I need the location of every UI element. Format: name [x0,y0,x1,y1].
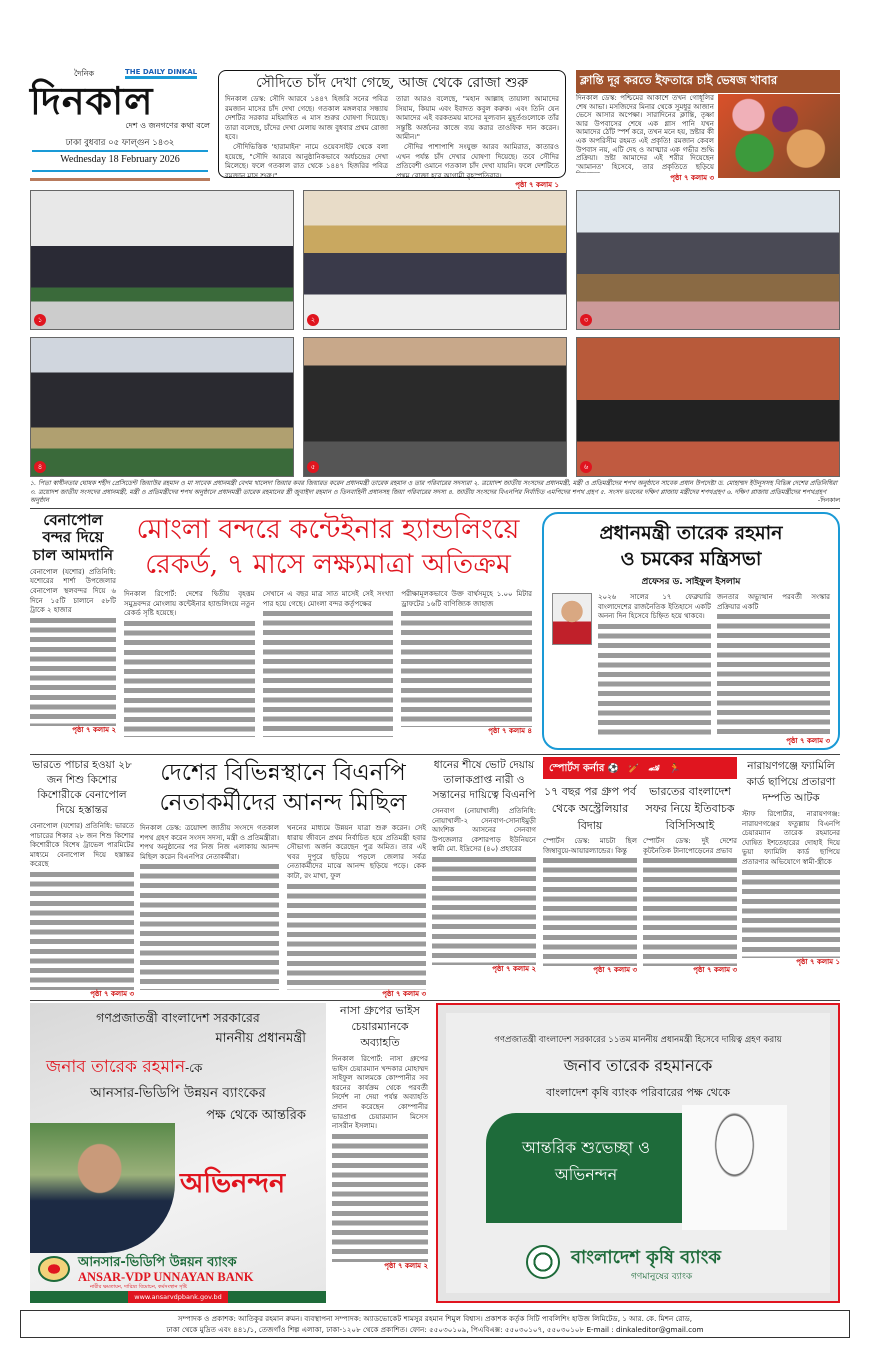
author-photo [552,593,592,645]
opinion-body: জনতার অভ্যুত্থান পরবর্তী সংস্কার প্রক্রিয়ার একটি [717,593,830,611]
lead-body: তারা আরও বলেছে, "মহান আল্লাহ তায়ালা আমাদের সিয়াম, কিয়াম এবং ইবাদত কবুল করুক। এবং তিনি যেন আমাদের এই বরকতময় মাসের মূল্যবান মুহূর্তগুলোকে তাঁর সন্তুষ্টি অর্জনের কাজে ব্যয় করার তাওফিক দান করেন। আমীন।" [396,95,559,142]
ad-greeting: অভিনন্দন [180,1168,286,1199]
jump-link[interactable]: পৃষ্ঠা ৭ কলাম ৩ [90,989,134,998]
masthead-english-name: THE DAILY DINKAL [125,68,197,79]
lead-body: সৌদির পাশাপাশি সংযুক্ত আরব আমিরাত, কাতারও এখন পর্যন্ত চাঁদ দেখার ঘোষণা দিয়েছে। তবে সৌদির প্রতিবেশী ওমানে গতকাল চাঁদ দেখা যায়নি। ফলে দেশটিতে প্রথম রোজা হবে আগামী বৃহস্পতিবার। [396,143,559,180]
benapole-rice-story [30,512,116,750]
mongla-headline: মোংলা বন্দরে কন্টেইনার হ্যান্ডলিংয়ে রেকর্ড, ৭ মাসে লক্ষ্যমাত্রা অতিক্রম [136,514,520,580]
iftar-juice-photo [718,94,840,178]
opinion-author: প্রফেসর ড. সাইফুল ইসলাম [641,577,741,587]
story-body: বেনাপোল (যশোর) প্রতিনিধি: যশোরের শার্শা উপজেলার বেনাপোল স্থলবন্দর দিয়ে ৬ দিনে ১৫টি চালানে ৫৮টি ট্রাকে ২ হাজার [30,567,116,615]
story-headline: নারায়ণগঞ্জে ফ্যামিলি কার্ড ছাপিয়ে প্রতারণা দম্পতি আটক [746,760,836,804]
iftar-body: দিনকাল ডেস্ক: পশ্চিমের আকাশে তখন গোধূলির শেষ আভা। মসজিদের মিনার থেকে সুমধুর আজান ভেসে আসার অপেক্ষা। সারাদিনের ক্লান্তি, তৃষ্ণা আর উপবাসের শেষে এক গ্লাস পানি যখন আমাদের ঠোঁট স্পর্শ করে, তখন মনে হয়, স্রষ্টার কী এক অপরিসীম রহমত এই প্রকৃতি! রমজান কেবল উপবাস নয়, এটি দেহ ও আত্মার এক গভীর শুদ্ধি প্রক্রিয়া। স্রষ্টা আমাদের এই শরীর দিয়েছেন 'আমানত' হিসেবে, তার প্রকৃতিতে ছড়িয়ে [576,94,714,171]
sports-icons: ⚽ 🏏 🏎 🏃 [607,764,684,774]
story-headline: ভারতে পাচার হওয়া ২৮ জন শিশু কিশোর কিশোরীকে বেনাপোল দিয়ে হস্তান্তর [32,759,132,816]
krishi-bank-name: বাংলাদেশ কৃষি ব্যাংক [571,1247,721,1268]
jump-link[interactable]: পৃষ্ঠা ৭ কলাম ২ [384,1261,428,1270]
opinion-column [542,512,840,750]
sports-banner: স্পোর্টস কর্নার ⚽ 🏏 🏎 🏃 [543,757,737,779]
news-photo [576,190,840,330]
photo-number: ৬ [580,461,592,473]
story-body: সেখানে এ বছর মাত্র সাত মাসেই সেই সংখ্যা পার হয়ে গেছে। মোংলা বন্দর কর্তৃপক্ষের [262,590,394,608]
jump-link[interactable]: পৃষ্ঠা ৭ কলাম ১ [796,957,840,966]
mongla-story [124,512,532,750]
iftar-headline: ক্লান্তি দূর করতে ইফতারে চাই ভেষজ খাবার [576,70,840,93]
ad-text: গণপ্রজাতন্ত্রী বাংলাদেশ সরকারের [96,1010,260,1025]
news-photo [303,190,567,330]
iftar-story [576,70,840,186]
opinion-headline: প্রধানমন্ত্রী তারেক রহমান ও চমকের মন্ত্রিসভা [599,522,783,570]
masthead-kicker: দৈনিক [74,69,95,78]
story-body: দিনকাল রিপোর্ট: দেশের দ্বিতীয় বৃহত্তম সমুদ্রবন্দর মোংলায় কন্টেইনার হ্যান্ডলিংয়ে নতুন রেকর্ড সৃষ্টি হয়েছে। [124,590,255,618]
jump-link[interactable]: পৃষ্ঠা ৭ কলাম ৩ [576,173,714,184]
jump-link[interactable]: পৃষ্ঠা ৭ কলাম ৪ [488,727,533,736]
prime-minister-photo [30,1123,175,1253]
sports-corner [543,757,737,997]
story-body: দিনকাল রিপোর্ট: নাসা গ্রুপের ভাইস চেয়ারম্যান খন্দকার মোহাম্মদ সাইফুল আলমকে কোম্পানীর সব ধরনের কার্যক্রম থেকে পরবর্তী নির্দেশ না দেয়া পর্যন্ত অব্যাহতি প্রদান করেছেন কোম্পানীর ভারপ্রাপ্ত চেয়ারম্যান মিসেস নাসরীন ইসলাম। [332,1055,428,1131]
news-photo [303,337,567,477]
jump-link[interactable]: পৃষ্ঠা ৭ কলাম ২ [492,964,536,973]
imprint-footer: সম্পাদক ও প্রকাশক: আতিকুর রহমান রুমন। ব্যবস্থাপনা সম্পাদক: অ্যাডভোকেট শামসুর রহমান শিমুল বিশ্বাস। প্রকাশক কর্তৃক সিটি পাবলিশিং হাউজ লিমিটেড, ১ আর. কে. মিশন রোড, ঢাকা থেকে মুদ্রিত এবং ৪৪১/১, তেজগাঁও শিল্প এলাকা, ঢাকা-১২০৮ থেকে প্রকাশিত। ফোন: ৫৫০৩০১০৯, পিএবিএক্স: ৫৫০৩০১০৭, ৫৫০৩০১০৮ E-mail : dinkaleditor@gmail.com [20,1310,850,1338]
photo-number: ৪ [34,461,46,473]
story-headline: বেনাপোল বন্দর দিয়ে চাল আমদানি [32,511,114,564]
jump-link[interactable]: পৃষ্ঠা ৭ কলাম ১ [515,181,559,190]
photo-number: ৩ [580,314,592,326]
greeting-banner: আন্তরিক শুভেচ্ছা ও অভিনন্দন [486,1113,686,1223]
story-body: সেনবাগ (নোয়াখালী) প্রতিনিধি: নোয়াখালী-২ সেনবাগ-সোনাইমুড়ী আংশিক আসনের সেনবাগ উপজেলার কেশারপাড় ইউনিয়নে স্বামী মো. ইদ্রিসের (৪০) প্রহারের [432,807,536,854]
lead-story [218,70,566,190]
story-body: দিনকাল ডেস্ক: ত্রয়োদশ জাতীয় সংসদে গতকাল শপথ গ্রহণ করেন সংসদ সদস্য, মন্ত্রী ও প্রতিমন্ত্রীরা। শপথ অনুষ্ঠানের পর নিজ নিজ এলাকায় আনন্দ মিছিল করেন বিএনপির নেতাকর্মীরা। [140,824,279,861]
lead-body: দিনকাল ডেস্ক: সৌদি আরবে ১৪৪৭ হিজরি সনের পবিত্র রমজান মাসের চাঁদ দেখা গেছে। গতকাল মঙ্গলবার সন্ধ্যায় দেশটির সরকার মহিমান্বিত এ মাস শুরুর ঘোষণা দিয়েছে। তারা বলেছে, চাঁদের দেখা মেলায় আজ বুধবার প্রথম রোজা হবে। [225,95,388,142]
story-body: পরীক্ষামূলকভাবে উক্ত বার্থসমূহে ১.০০ মিটার ড্রাফটের ১৬টি বাণিজ্যিক জাহাজ [401,590,533,608]
story-body: স্পোর্টস ডেস্ক: মাচটা ছিল জিম্বাবুয়ে-আয়ারল্যান্ডের। কিন্তু [543,837,637,855]
news-photo [30,337,294,477]
paddy-story [432,758,536,998]
ansar-logo [38,1256,70,1282]
ad-text: গণপ্রজাতন্ত্রী বাংলাদেশ সরকারের ১১তম মাননীয় প্রধানমন্ত্রী হিসেবে দায়িত্ব গ্রহণ করায় [494,1035,782,1045]
story-body: স্টাফ রিপোর্টার, নারায়ণগঞ্জ: নারায়ণগঞ্জের ফতুল্লায় বিএনপি চেয়ারম্যান তারেক রহমানের ঘোষিত ইশতেহারের দোহাই দিয়ে ভুয়া ফ্যামিলি কার্ড ছাপিয়ে প্রতারণার অভিযোগে স্বামী-স্ত্রীকে [742,810,840,866]
bnp-rally-story [140,758,426,998]
jump-link[interactable]: পৃষ্ঠা ৭ কলাম ৩ [693,966,737,975]
opinion-body: ২০২৬ সালের ১৭ ফেব্রুয়ারি বাংলাদেশের রাজনৈতিক ইতিহাসে একটি অনন্য দিন হিসেবে চিহ্নিত হয়ে থাকবে। [598,593,711,621]
ad-text: মাননীয় প্রধানমন্ত্রী [215,1031,306,1047]
ansar-vdp-bank-ad [30,1003,326,1303]
bank-name-en: ANSAR-VDP UNNAYAN BANK [78,1270,254,1284]
krishi-logo [526,1245,560,1279]
date-english: Wednesday 18 February 2026 [60,154,180,165]
story-headline: নাসা গ্রুপের ভাইস চেয়ারম্যানকে অব্যাহতি [340,1004,420,1049]
bank-url[interactable]: www.ansarvdpbank.gov.bd [128,1291,228,1303]
jump-link[interactable]: পৃষ্ঠা ৭ কলাম ৩ [382,989,426,998]
photo-number: ২ [307,314,319,326]
jump-link[interactable]: পৃষ্ঠা ৭ কলাম ৩ [786,737,830,746]
ad-text: বাংলাদেশ কৃষি ব্যাংক পরিবারের পক্ষ থেকে [545,1086,731,1099]
bank-name-bn: আনসার-ভিডিপি উন্নয়ন ব্যাংক [78,1255,237,1270]
masthead-tagline: দেশ ও জনগণের কথা বলে [125,121,210,130]
narayanganj-story [742,758,840,998]
story-body: স্পোর্টস ডেস্ক: দুই দেশের কূটনৈতিক টানাপোড়েনের প্রভাব [643,837,737,855]
ad-name: জনাব তারেক রহমান-কে [46,1057,203,1078]
lead-headline: সৌদিতে চাঁদ দেখা গেছে, আজ থেকে রোজা শুরু [255,75,529,91]
story-headline: ১৭ বছর পর গ্রুপ পর্ব থেকে অস্ট্রেলিয়ার বিদায় [543,785,637,832]
krishi-slogan: গণমানুষের ব্যাংক [631,1272,693,1282]
prime-minister-sketch [682,1105,787,1230]
ad-text: পক্ষ থেকে আন্তরিক [206,1107,306,1123]
krishi-bank-ad [436,1003,840,1303]
lead-body: সৌদিভিত্তিক 'হারামাইন' নামে ওয়েবসাইট থেকে বলা হয়েছে, "সৌদি আরবে আনুষ্ঠানিকভাবে অর্ধচন্দ্রের দেখা মিলেছে। ফলে গতকাল রাত থেকে ১৪৪৭ হিজরির পবিত্র রমজান মাস শুরু।" [225,143,388,180]
nasa-story [332,1003,428,1303]
photo-caption: ১. পিতা স্বাধীনতার ঘোষক শহীদ প্রেসিডেন্ট জিয়াউর রহমান ও মা সাবেক প্রধানমন্ত্রী বেগম খালেদা জিয়ার কবর জিয়ারত করেন প্রধানমন্ত্রী তারেক রহমান ও তার পরিবারের সদস্যরা ২. ত্রয়োদশ জাতীয় সংসদের প্রধানমন্ত্রী, মন্ত্রী ও প্রতিমন্ত্রীদের শপথ অনুষ্ঠানে সাবেক প্রধান উপদেষ্টা ড. মোহাম্মদ ইউনূসসহ বিভিন্ন দেশের প্রতিনিধিরা ৩. ত্রয়োদশ জাতীয় সংসদের প্রধানমন্ত্রী, মন্ত্রী ও প্রতিমন্ত্রীদের শপথ অনুষ্ঠানে প্রধানমন্ত্রী তারেক রহমানের স্ত্রী জুবাইদা রহমান ও তিনবাহিনী প্রধানসহ জিয়া পরিবারের সদস্য ৪. জাতীয় সংসদের বিএনপির নির্বাচিত এমপিদের শপথ গ্রহণ ৫. সংসদ ভবনের দক্ষিণ প্লাজায় মন্ত্রীদের শপথগ্রহণ ৬. দক্ষিণ প্লাজায় প্রতিমন্ত্রীদের শপথগ্রহণ অনুষ্ঠান -দিনকাল [30,480,840,504]
bank-slogan: নারীর ক্ষমতায়ন, দারিদ্র্য বিমোচন, কর্মসংস্থান সৃষ্টি [90,1284,187,1290]
news-photo [576,337,840,477]
news-photo [30,190,294,330]
photo-number: ৫ [307,461,319,473]
jump-link[interactable]: পৃষ্ঠা ৭ কলাম ৩ [593,966,637,975]
ad-text: আনসার-ভিডিপি উন্নয়ন ব্যাংকের [90,1085,266,1102]
photo-number: ১ [34,314,46,326]
masthead-logo: দিনকাল [30,78,154,123]
story-body: খননের মাধ্যমে উন্নয়ন যাত্রা শুরু করেন। সেই ধারায় জীবনে প্রথম নির্বাচিত হয়ে প্রতিমন্ত্রী হবার সৌভাগ্য অর্জন করেছেন পুত্র অমিত। তার এই খবর দুপুরে ছড়িয়ে পড়লে জেলার সর্বত্র নেতাকর্মীদের মাঝে আনন্দ ছড়িয়ে পড়ে। কেক কাটা, রং মাখা, ফুল [287,824,426,880]
date-bengali: ঢাকা বুধবার ০৫ ফাল্গুন ১৪৩২ [65,138,175,148]
masthead [30,66,210,182]
story-headline: ধানের শীষে ভোট দেয়ায় তালাকপ্রাপ্ত নারী ও সন্তানের দায়িত্বে বিএনপি [432,759,536,801]
story-body: বেনাপোল (যশোর) প্রতিনিধি: ভারতে পাচারের শিকার ২৮ জন শিশু কিশোর কিশোরীকে বিশেষ ট্রাভেল পারমিটের মাধ্যমে বেনাপোল দিয়ে হস্তান্তর করেছে [30,822,134,869]
story-headline: ভারতের বাংলাদেশ সফর নিয়ে ইতিবাচক বিসিসিআই [645,785,735,832]
ad-text: জনাব তারেক রহমানকে [563,1056,713,1075]
trafficking-story [30,758,134,998]
photo-credit: -দিনকাল [817,497,840,504]
jump-link[interactable]: পৃষ্ঠা ৭ কলাম ২ [72,725,116,734]
bnp-rally-headline: দেশের বিভিন্নস্থানে বিএনপি নেতাকর্মীদের আনন্দ মিছিল [159,760,407,816]
